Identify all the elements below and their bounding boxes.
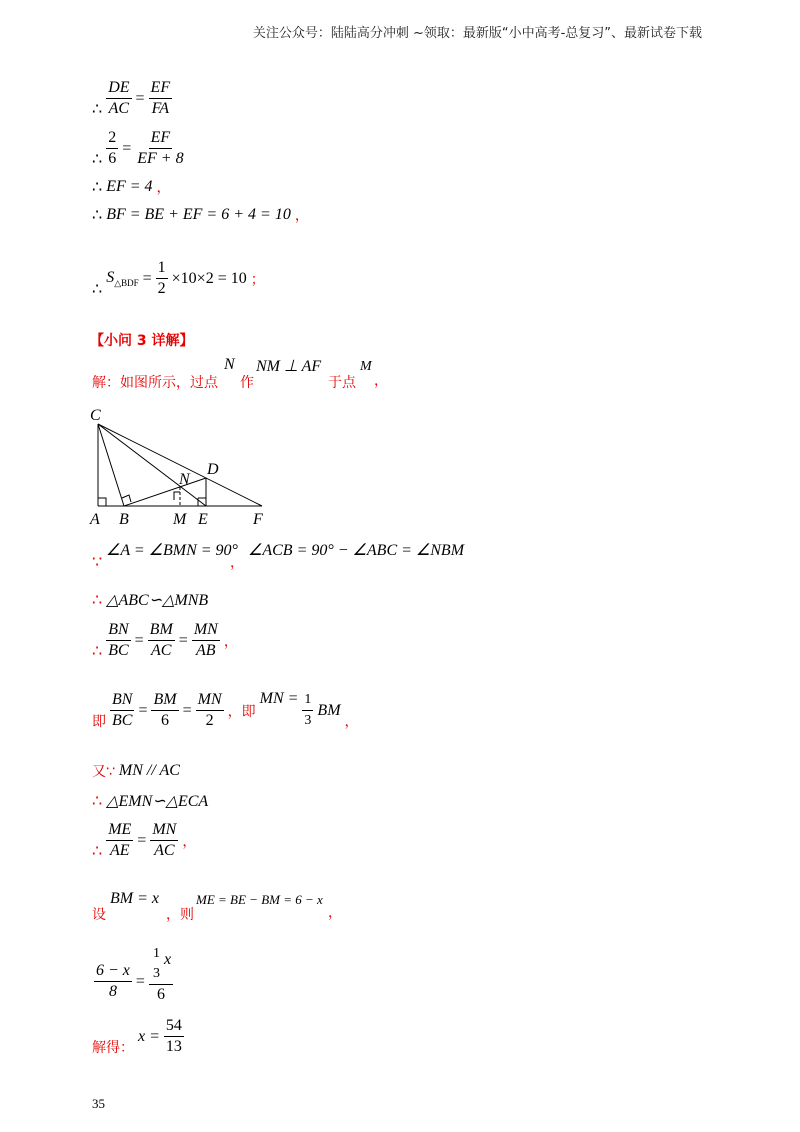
solution-x: 解得： x = $\frac{54}{13}$ <box>92 1017 182 1056</box>
bf-value: ∴ BF = BE + EF = 6 + 4 = 10 ， <box>92 206 309 224</box>
similar-abc-mnb: ∴ △ABC∽△MNB <box>92 592 209 609</box>
construction-intro: 解：如图所示，过点 N 作 NM ⊥ AF 于点 M ， <box>92 356 388 391</box>
proportion-equation: $\frac{6 - x}{8}$ = 1 3 x 6 <box>96 946 172 1003</box>
label-a: A <box>90 511 100 528</box>
label-f: F <box>253 511 263 528</box>
ratio-bn-bc: ∴ $\frac{BN}{BC}$ = $\frac{BM}{AC}$ = $\frac{MN}{AB}$ ， <box>92 621 238 660</box>
ratio-de-ac: ∴ $\frac{DE}{AC}$ = $\frac{EF}{FA}$ <box>92 79 171 118</box>
ratio-me-ae: ∴ $\frac{ME}{AE}$ = $\frac{MN}{AC}$ ， <box>92 821 197 860</box>
ratio-substituted: ∴ $\frac{2}{6}$ = $\frac{EF}{EF + 8}$ <box>92 129 184 168</box>
page-header: 关注公众号：陆陆高分冲刺 ~领取：最新版“小中高考-总复习”、最新试卷下载 <box>252 26 702 41</box>
label-m: M <box>173 511 187 528</box>
part3-heading: 【小问 3 详解】 <box>90 333 194 349</box>
angle-reason: ∵ ∠A = ∠BMN = 90° ， ∠ACB = 90° − ∠ABC = ∠NBM <box>92 542 465 571</box>
page-number: 35 <box>92 1096 105 1111</box>
let-bm-x: 设 BM = x ，则 ME = BE − BM = 6 − x ， <box>92 890 342 923</box>
label-d: D <box>207 461 219 478</box>
label-n: N <box>179 471 190 488</box>
label-c: C <box>90 407 101 424</box>
geometry-figure <box>84 402 274 530</box>
ef-value: ∴ EF = 4 ， <box>92 178 171 196</box>
therefore-symbol: ∴ <box>92 101 103 118</box>
label-e: E <box>198 511 208 528</box>
parallel-mn-ac: 又∵ MN // AC <box>92 762 180 780</box>
similar-emn-eca: ∴ △EMN∽△ECA <box>92 793 209 810</box>
ratio-substituted-mn: 即 $\frac{BN}{BC}$ = $\frac{BM}{6}$ = $\frac{MN}{2}$ ，即 MN = $\frac{1}{3}$ BM ， <box>92 690 359 730</box>
area-bdf: ∴ $S_{\triangle BDF}$ = $\frac{1}{2}$ ×10×2 = 10 ； <box>92 259 265 298</box>
label-b: B <box>119 511 129 528</box>
